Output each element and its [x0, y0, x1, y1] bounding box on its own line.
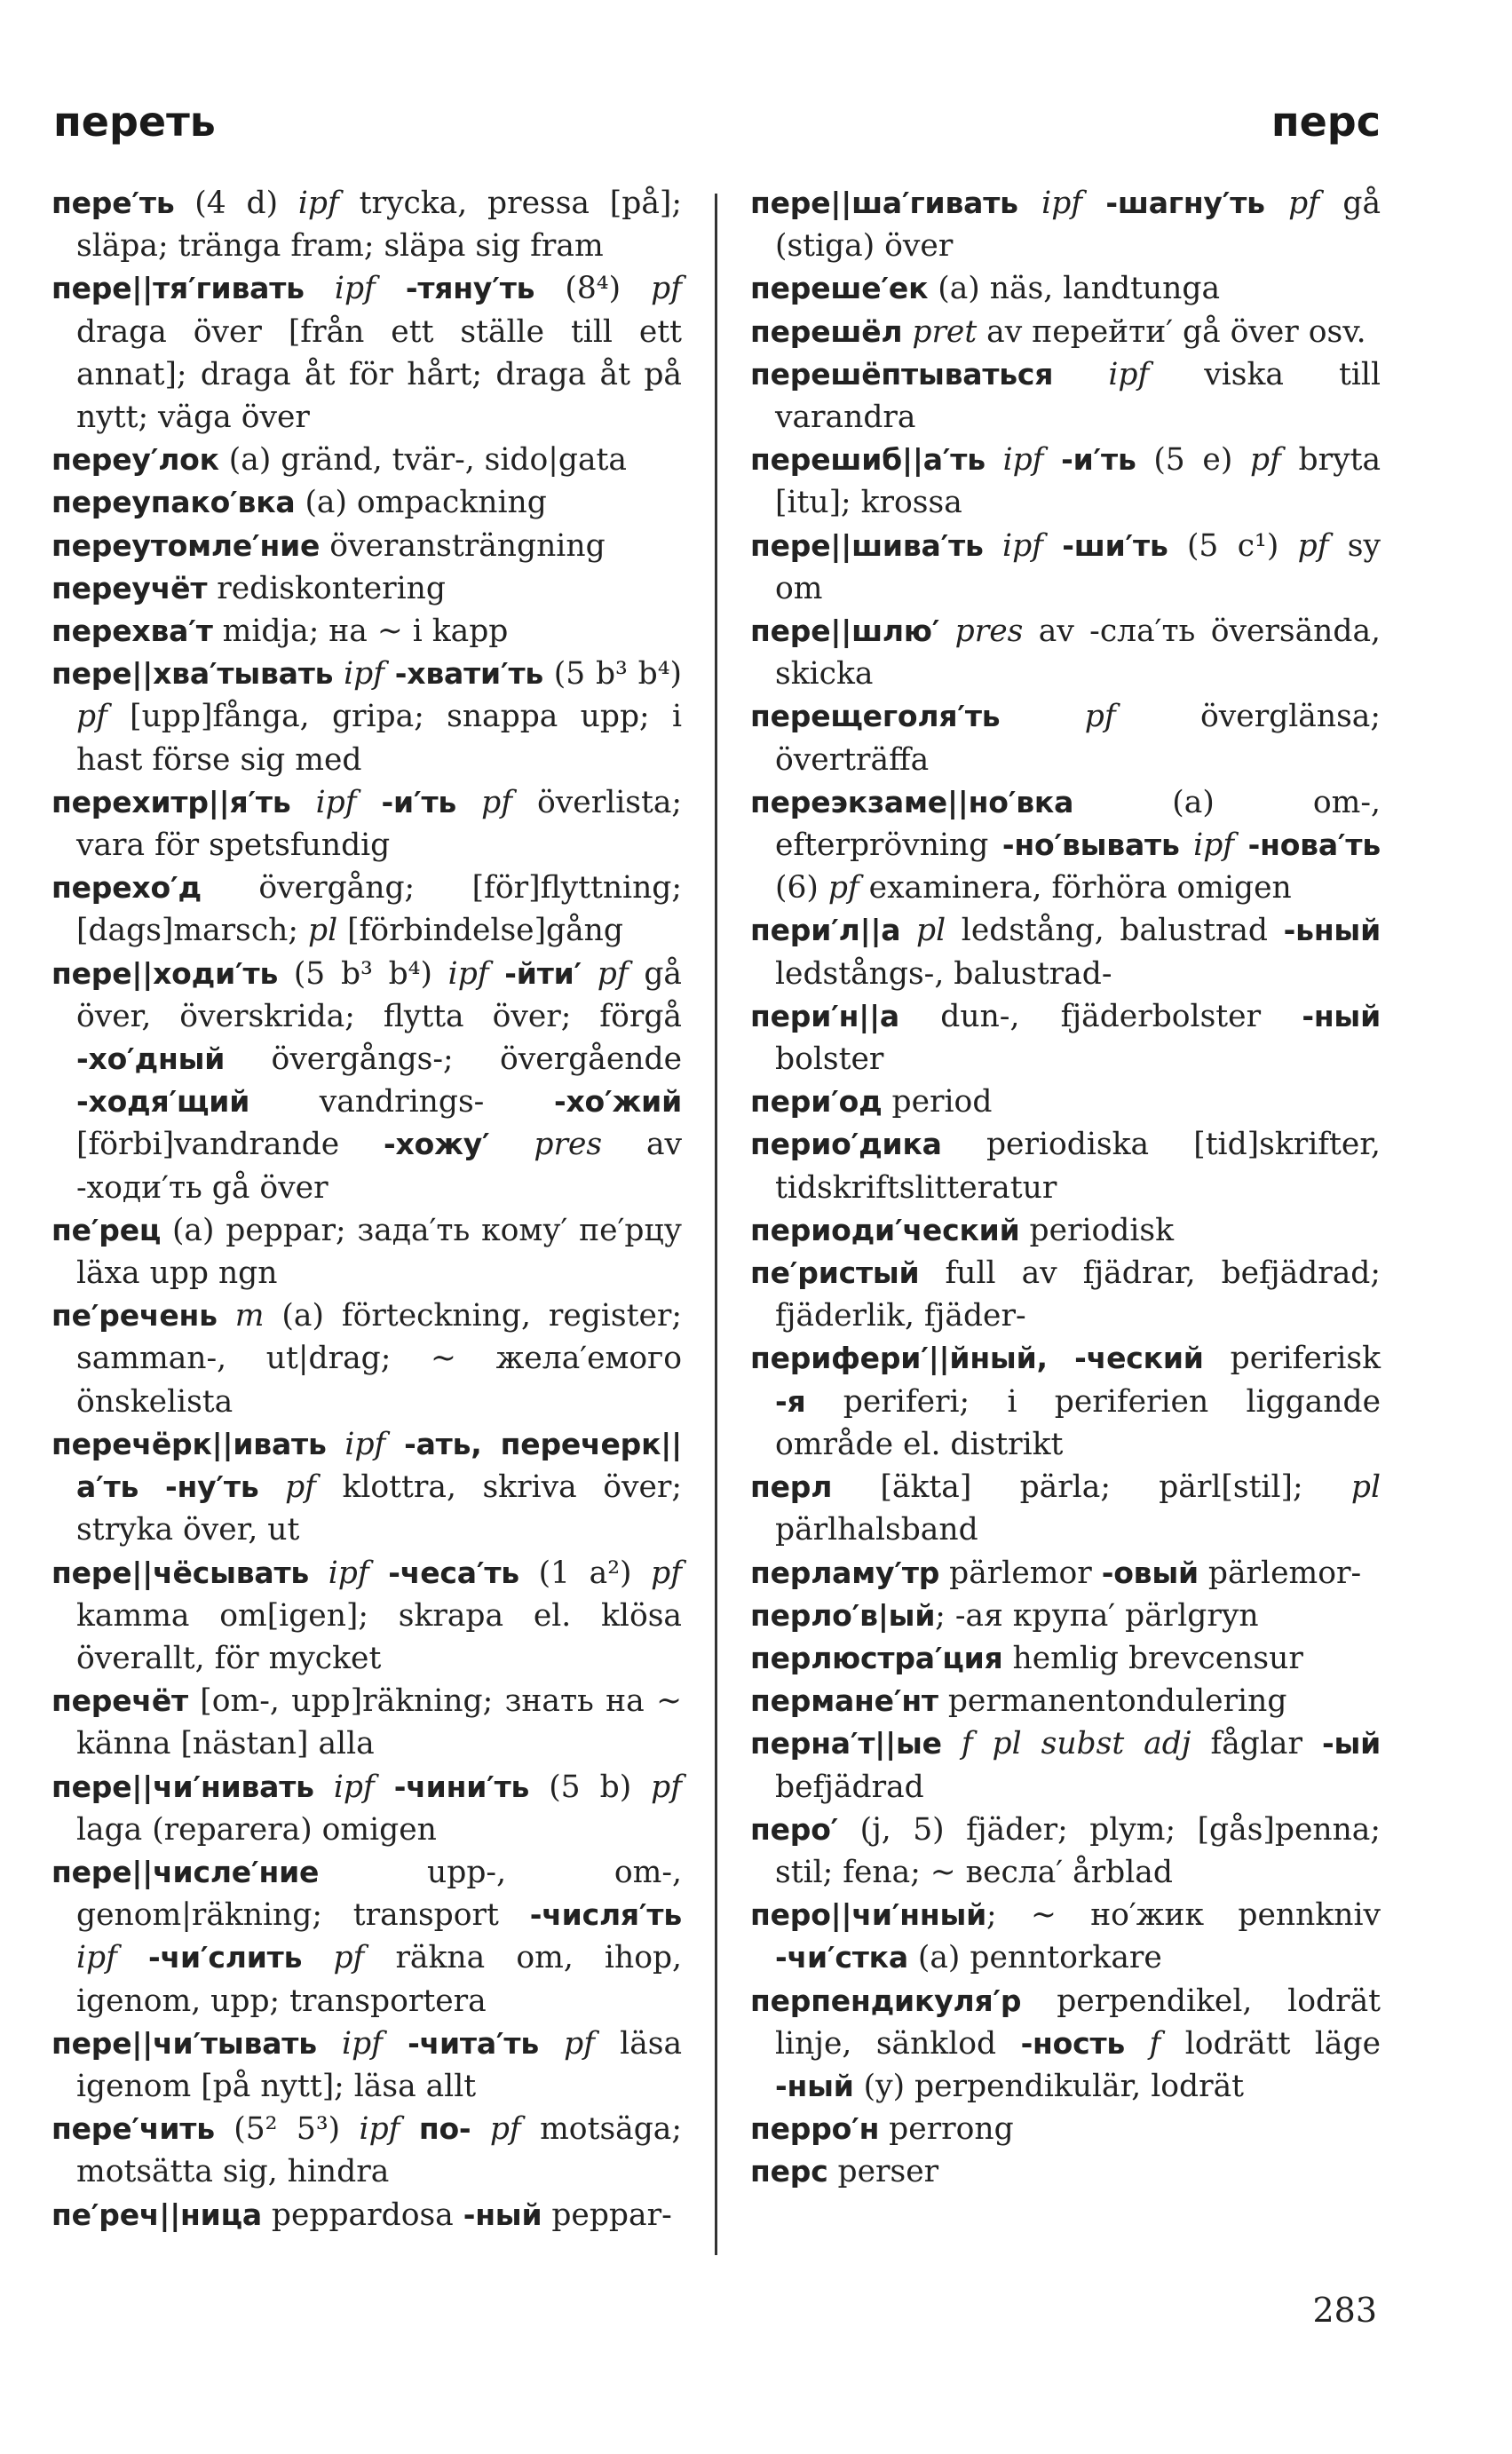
grammar-label: f pl subst adj [961, 1726, 1191, 1762]
headword: -тяну′ть [405, 271, 535, 306]
headword: -ный [1302, 998, 1381, 1033]
grammar-label: pf [1249, 442, 1281, 479]
headword: перехва′т [51, 614, 213, 649]
grammar-label: ipf [359, 2111, 400, 2148]
definition-text: (a) penntorkare [907, 1940, 1162, 1976]
grammar-label: pf [1297, 527, 1329, 564]
headword: перманe′нт [750, 1683, 938, 1719]
definition-text [1053, 357, 1108, 392]
dictionary-entry [750, 267, 1381, 310]
headword: -йти′ [504, 955, 582, 991]
dictionary-entry [750, 1722, 1381, 1808]
definition-text: vandrings- [249, 1084, 554, 1120]
definition-text [539, 2026, 564, 2062]
dictionary-entry [750, 610, 1381, 695]
grammar-label: pf [333, 1940, 365, 1976]
grammar-label: ipf [342, 2025, 383, 2062]
headword: перешёптываться [750, 356, 1054, 392]
definition-text: ledstång, balustrad [946, 913, 1284, 949]
dictionary-entry [51, 1423, 682, 1552]
headword: периоди′ческий [750, 1212, 1020, 1247]
headword: -чита′ть [408, 2025, 540, 2061]
grammar-label: ipf [1041, 186, 1083, 221]
definition-text [900, 913, 916, 948]
headword: пе′ристый [750, 1255, 920, 1291]
headword: -ать, перечерк||а′ть -ну′ть [76, 1426, 683, 1505]
definition-text [218, 1298, 235, 1334]
definition-text: [upp]fånga, gripa; snappa upp; i hast förse sig med [76, 699, 682, 778]
headword: пере||тя′гивать [51, 271, 305, 306]
headword: пере||числе′ние [51, 1854, 320, 1889]
definition-text [471, 2111, 489, 2147]
definition-text: draga över [från ett ställe till ett annat]; draga åt för hårt; draga åt på nytt; väga över [76, 313, 682, 436]
headword: пере||чи′нивать [51, 1769, 314, 1804]
headword: переучёт [51, 570, 208, 606]
headword: перламу′тр [750, 1555, 940, 1590]
headword: пере′ть [51, 186, 175, 220]
definition-text: av -сла′ть översända, skicka [775, 614, 1381, 693]
grammar-label: pres [954, 614, 1024, 650]
definition-text: överansträngning [320, 527, 606, 564]
definition-text: motsäga; motsätta sig, hindra [76, 2111, 682, 2190]
definition-text [117, 1940, 148, 1975]
grammar-label: pf [597, 955, 629, 992]
definition-text [259, 1469, 286, 1505]
headword: перечёт [51, 1683, 188, 1719]
definition-text: överglänsa; överträffa [775, 699, 1381, 778]
running-head-left: переть [53, 98, 216, 146]
definition-text: pärlemor- [1198, 1555, 1362, 1591]
dictionary-entry [51, 1294, 682, 1423]
dictionary-entry [51, 1680, 682, 1765]
definition-text [309, 1556, 329, 1591]
dictionary-entry [750, 1337, 1381, 1466]
grammar-label: ipf [447, 955, 489, 992]
headword: пере′чить [51, 2111, 215, 2147]
definition-text: (5² 5³) [214, 2111, 360, 2148]
definition-text: pärlemor [939, 1555, 1102, 1591]
dictionary-entry [51, 267, 682, 439]
headword: -шагну′ть [1105, 186, 1265, 220]
dictionary-entry [51, 867, 682, 952]
grammar-label: ipf [297, 186, 339, 221]
grammar-label: ipf [315, 784, 357, 820]
definition-text [490, 1127, 534, 1162]
headword: перро′н [750, 2111, 880, 2147]
grammar-label: ipf [1002, 527, 1043, 564]
dictionary-entry [51, 182, 682, 267]
headword: -нова′ть [1247, 827, 1381, 863]
grammar-label: pf [285, 1469, 316, 1506]
headword: пере||чи′тывать [51, 2025, 317, 2061]
headword: -ходя′щий [76, 1084, 250, 1120]
definition-text: befjädrad [775, 1769, 924, 1805]
definition-text: perpendikel, lodrät linje, sänklod [775, 1983, 1381, 2062]
definition-text [456, 785, 481, 820]
definition-text: midja; на ~ i kapp [212, 614, 509, 650]
dictionary-entry [750, 1466, 1381, 1551]
dictionary-entry [750, 1637, 1381, 1680]
headword: пере||ходи′ть [51, 955, 279, 991]
dictionary-entry [750, 1980, 1381, 2109]
definition-text [356, 785, 381, 820]
headword: -хо′жий [553, 1084, 682, 1120]
headword: -хожу′ [384, 1127, 490, 1162]
grammar-label: pf [481, 784, 512, 820]
headword: -ый [1321, 1726, 1381, 1761]
dictionary-entry [51, 1209, 682, 1294]
definition-text: examinera, förhöra omigen [859, 870, 1292, 906]
dictionary-entry [51, 653, 682, 781]
grammar-label: pf [489, 2111, 521, 2148]
left-column [51, 182, 682, 2236]
dictionary-entry [51, 439, 682, 481]
headword: перифери′||йный, -ческий [750, 1341, 1204, 1376]
grammar-label: pf [1084, 699, 1116, 735]
headword: -числя′ть [529, 1897, 682, 1933]
headword: -и′ть [1061, 442, 1136, 478]
definition-text: (4 d) [174, 186, 298, 221]
dictionary-entry [750, 1809, 1381, 1894]
definition-text: fåglar [1191, 1726, 1322, 1762]
headword: пери′н||а [750, 998, 900, 1033]
dictionary-entry [51, 2023, 682, 2108]
dictionary-entry [750, 2150, 1381, 2193]
grammar-label: pl [307, 913, 338, 949]
headword: -хвати′ть [394, 656, 544, 692]
definition-text: (5 b³ b⁴) [278, 955, 448, 992]
dictionary-entry [750, 525, 1381, 610]
definition-text: pärlhalsband [775, 1512, 978, 1548]
grammar-label: ipf [334, 271, 376, 307]
grammar-label: pf [651, 271, 682, 307]
definition-text [1234, 827, 1248, 863]
definition-text: upp-, om-, genom|räkning; transport [76, 1854, 682, 1934]
definition-text: (5 b) [529, 1769, 652, 1805]
headword: перешиб||а′ть [750, 442, 986, 478]
headword: перещеголя′ть [750, 699, 1001, 734]
definition-text: (1 a²) [519, 1555, 652, 1591]
definition-text: övergångs-; övergående [225, 1041, 682, 1078]
definition-text: (5 b³ b⁴) [543, 656, 683, 693]
dictionary-entry [750, 1081, 1381, 1123]
headword: перешёл [750, 313, 903, 349]
dictionary-entry [51, 610, 682, 653]
grammar-label: pf [651, 1555, 683, 1591]
definition-text: (a) förteckning, register; samman-, ut|drag; ~ жела′емого önskelista [76, 1298, 682, 1420]
definition-text [383, 2026, 408, 2062]
dictionary-entry [750, 1252, 1381, 1337]
dictionary-entry [750, 1123, 1381, 1208]
definition-text [333, 656, 344, 692]
definition-text: perrong [879, 2111, 1014, 2148]
definition-text: rediskontering [207, 570, 446, 606]
headword: перлюстра′ция [750, 1640, 1003, 1675]
headword: -хо′дный [76, 1041, 226, 1077]
definition-text: (y) perpendikulär, lodrät [853, 2068, 1245, 2104]
dictionary-entry [750, 909, 1381, 994]
grammar-label: pf [564, 2025, 596, 2062]
definition-text [1125, 2026, 1149, 2062]
dictionary-entry [750, 1209, 1381, 1252]
dictionary-entry [750, 1894, 1381, 1979]
dictionary-entry [750, 781, 1381, 910]
headword: -но′вывать [1001, 827, 1180, 863]
grammar-label: pf [1288, 186, 1320, 221]
grammar-label: ipf [344, 656, 384, 693]
page-number: 283 [1312, 2291, 1377, 2330]
definition-text: bolster [775, 1041, 884, 1078]
grammar-label: pf [651, 1769, 683, 1805]
grammar-label: pl [916, 913, 946, 949]
dictionary-entry [51, 525, 682, 567]
headword: переутомле′ние [51, 527, 321, 563]
definition-text [582, 956, 598, 992]
definition-text: (5 e) [1136, 442, 1250, 479]
headword: -ьный [1283, 913, 1381, 948]
definition-text: gå över, överskrida; flytta över; förgå [76, 955, 683, 1034]
headword: -я [775, 1383, 806, 1419]
definition-text [384, 656, 395, 692]
headword: переше′ек [750, 271, 929, 306]
headword: пери′од [750, 1084, 883, 1120]
definition-text: [äkta] pärla; pärl[stil]; [832, 1469, 1351, 1506]
grammar-label: ipf [328, 1555, 369, 1591]
definition-text [942, 1726, 962, 1761]
definition-text [305, 271, 335, 306]
headword: -чини′ть [393, 1769, 530, 1804]
definition-text [327, 1427, 345, 1462]
definition-text [1043, 528, 1062, 564]
headword: пери′л||а [750, 913, 901, 948]
definition-text [317, 2026, 342, 2062]
dictionary-entry [750, 182, 1381, 267]
definition-text: sy om [775, 527, 1381, 606]
definition-text: bryta [itu]; krossa [775, 442, 1381, 521]
headword: -чеса′ть [388, 1555, 519, 1590]
definition-text: periferi; i periferien liggande område el. distrikt [775, 1383, 1381, 1462]
column-divider [715, 194, 717, 2255]
definition-text: perser [827, 2154, 939, 2190]
grammar-label: ipf [1193, 827, 1235, 864]
definition-text: (6) [775, 870, 828, 906]
grammar-label: pf [827, 870, 859, 906]
definition-text: period [882, 1084, 993, 1120]
definition-text [400, 2111, 418, 2147]
definition-text: laga (reparera) omigen [76, 1811, 437, 1848]
headword: пе′реч||ница [51, 2197, 262, 2232]
definition-text: övergång; [för]flyttning; [dags]marsch; [76, 870, 682, 949]
dictionary-entry [750, 695, 1381, 780]
grammar-label: pf [76, 699, 107, 735]
definition-text: av перейти′ gå över osv. [977, 313, 1366, 350]
definition-text [984, 528, 1002, 564]
grammar-label: f [1149, 2025, 1161, 2062]
grammar-label: m [234, 1298, 265, 1334]
definition-text: lodrätt läge [1160, 2025, 1381, 2062]
dictionary-entry [51, 781, 682, 867]
definition-text: [om-, upp]räkning; знать на ~ känna [nästan] alla [76, 1683, 682, 1762]
dictionary-entry [750, 311, 1381, 353]
definition-text: peppar- [542, 2197, 672, 2233]
definition-text [902, 314, 912, 350]
definition-text: klottra, skriva över; stryka över, ut [76, 1469, 682, 1548]
definition-text: hemlig brevcensur [1002, 1640, 1303, 1676]
dictionary-entry [51, 481, 682, 524]
definition-text [986, 442, 1003, 478]
definition-text [1043, 442, 1061, 478]
headword: -ши′ть [1062, 527, 1168, 563]
definition-text: (j, 5) fjäder; plym; [gås]penna; stil; fena; ~ весла′ årblad [775, 1811, 1381, 1890]
definition-text [939, 614, 954, 649]
dictionary-entry [750, 2108, 1381, 2150]
dictionary-entry [51, 1552, 682, 1681]
headword: пе′речень [51, 1298, 218, 1334]
definition-text: [förbi]vandrande [76, 1127, 384, 1163]
definition-text: (a) ompackning [295, 485, 547, 521]
definition-text: läsa igenom [på nytt]; läsa allt [76, 2025, 683, 2104]
headword: перпендикуля′р [750, 1983, 1022, 2018]
definition-text: periodisk [1019, 1212, 1175, 1248]
definition-text: viska till varandra [775, 356, 1381, 436]
dictionary-entry [51, 1766, 682, 1851]
definition-text: (a) om-, efterprövning [775, 784, 1381, 864]
dictionary-entry [750, 995, 1381, 1081]
headword: перна′т||ые [750, 1726, 942, 1761]
definition-text: ledstångs-, balustrad- [775, 955, 1112, 992]
definition-text [489, 956, 505, 992]
definition-text [1265, 186, 1288, 221]
definition-text: (5 c¹) [1168, 527, 1298, 564]
definition-text: periodiska [tid]skrifter, tidskriftslitteratur [775, 1127, 1381, 1206]
headword: переупако′вка [51, 485, 296, 520]
definition-text: full av fjädrar, befjädrad; fjäderlik, fjäder- [775, 1255, 1381, 1334]
headword: пере||шива′ть [750, 527, 984, 563]
headword: -и′ть [381, 784, 457, 819]
definition-text [291, 785, 316, 820]
headword: переэкзаме||но′вка [750, 784, 1074, 819]
definition-text: (8⁴) [534, 271, 652, 307]
definition-text: dun-, fjäderbolster [899, 998, 1302, 1034]
headword: по- [418, 2111, 471, 2147]
definition-text: [förbindelse]gång [337, 913, 623, 949]
grammar-label: ipf [1002, 442, 1044, 479]
definition-text: gå (stiga) över [775, 186, 1381, 265]
headword: пере||чёсывать [51, 1555, 310, 1590]
dictionary-entry [750, 1595, 1381, 1637]
definition-text: räkna om, ihop, igenom, upp; transportera [76, 1940, 683, 2019]
headword: перл [750, 1469, 833, 1505]
definition-text: permanentondulering [938, 1683, 1287, 1720]
headword: переу′лок [51, 442, 219, 478]
headword: -чи′слить [148, 1940, 303, 1975]
headword: перехитр||я′ть [51, 784, 291, 819]
grammar-label: ipf [333, 1769, 375, 1805]
headword: -чи′стка [775, 1940, 908, 1975]
dictionary-entry [750, 353, 1381, 439]
headword: -ный [463, 2197, 542, 2232]
dictionary-entry [750, 439, 1381, 524]
definition-text [1082, 186, 1105, 221]
definition-text: ; -ая крупа′ pärlgryn [935, 1597, 1259, 1634]
definition-text: (a) peppar; зада′ть кому′ пе′рцу läxa upp ngn [76, 1212, 682, 1292]
headword: пере||ша′гивать [750, 186, 1018, 220]
definition-text [314, 1769, 334, 1805]
headword: перо||чи′нный [750, 1897, 987, 1933]
headword: -ность [1020, 2025, 1126, 2061]
definition-text [1018, 186, 1041, 221]
headword: перло′в|ый [750, 1597, 936, 1633]
dictionary-entry [51, 2194, 682, 2236]
right-column [750, 182, 1381, 2194]
definition-text: periferisk [1203, 1341, 1381, 1377]
dictionary-entry [51, 2108, 682, 2193]
dictionary-entry [51, 953, 682, 1209]
definition-text: av -ходи′ть gå över [76, 1127, 682, 1206]
headword: -овый [1101, 1555, 1199, 1590]
definition-text: överlista; vara för spetsfundig [76, 784, 683, 864]
definition-text [376, 271, 406, 306]
headword: перс [750, 2154, 828, 2189]
definition-text: trycka, pressa [på]; släpa; tränga fram; släpa sig fram [76, 186, 682, 265]
definition-text: peppardosa [261, 2197, 463, 2233]
definition-text: kamma om[igen]; skrapa el. klösa överallt, för mycket [76, 1597, 682, 1676]
headword: перечёрк||ивать [51, 1426, 327, 1461]
headword: перио′дика [750, 1127, 942, 1162]
grammar-label: pret [912, 313, 978, 350]
definition-text [302, 1940, 333, 1975]
grammar-label: pres [534, 1127, 603, 1163]
headword: перо′ [750, 1811, 839, 1847]
headword: перехо′д [51, 870, 202, 906]
definition-text [375, 1769, 394, 1805]
dictionary-entry [750, 1680, 1381, 1722]
headword: пе′рец [51, 1212, 162, 1247]
grammar-label: ipf [76, 1940, 117, 1976]
definition-text: ; ~ но′жик pennkniv [986, 1897, 1381, 1934]
dictionary-entry [51, 567, 682, 610]
headword: пере||шлю′ [750, 614, 940, 649]
grammar-label: ipf [1108, 356, 1150, 392]
grammar-label: ipf [344, 1426, 386, 1462]
running-head-right: перс [1271, 98, 1381, 146]
definition-text [1180, 827, 1194, 863]
definition-text [385, 1427, 404, 1462]
definition-text: (a) gränd, tvär-, sido|gata [218, 442, 627, 479]
definition-text: (a) näs, landtunga [928, 271, 1221, 307]
definition-text [369, 1556, 389, 1591]
dictionary-entry [51, 1851, 682, 2023]
definition-text [1000, 699, 1084, 734]
headword: -ный [775, 2068, 854, 2103]
headword: пере||хва′тывать [51, 656, 334, 692]
dictionary-entry [750, 1552, 1381, 1595]
grammar-label: pl [1350, 1469, 1381, 1506]
